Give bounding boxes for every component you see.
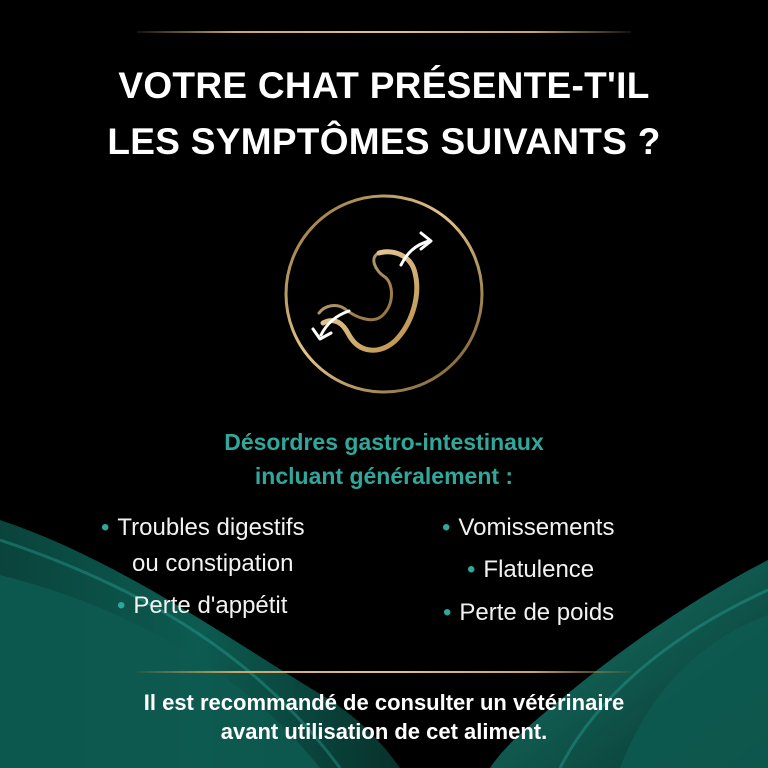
bullet: • [117,592,126,619]
symptom-item [101,510,305,546]
symptom-text: Troubles digestifs [117,514,305,541]
footer-line-2: avant utilisation de cet aliment. [220,719,548,744]
headline-line-1: VOTRE CHAT PRÉSENTE-T'IL [118,65,650,106]
symptom-item-continuation [132,546,293,582]
symptom-text: ou constipation [132,550,294,577]
bullet: • [101,514,110,541]
subtitle-line-2: incluant généralement : [254,463,514,489]
symptom-item [117,588,287,624]
symptom-text: Perte de poids [459,599,615,626]
symptom-text: Vomissements [458,514,615,541]
bottom-gold-divider [137,671,631,673]
footer-line-1: Il est recommandé de consulter un vétérinaire [143,690,625,715]
symptom-text: Flatulence [483,556,595,583]
symptom-text: Perte d'appétit [133,592,288,619]
bullet: • [442,514,451,541]
symptom-item [443,595,614,631]
headline-line-2: LES SYMPTÔMES SUIVANTS ? [107,121,661,162]
headline [0,58,768,170]
subtitle-line-1: Désordres gastro-intestinaux [224,429,544,455]
section-subtitle [0,425,768,493]
stomach-icon [283,193,485,395]
top-gold-divider [137,31,631,33]
footer-note [0,688,768,746]
symptom-item [467,552,594,588]
symptom-item [442,510,614,546]
bullet: • [443,599,452,626]
bullet: • [467,556,476,583]
